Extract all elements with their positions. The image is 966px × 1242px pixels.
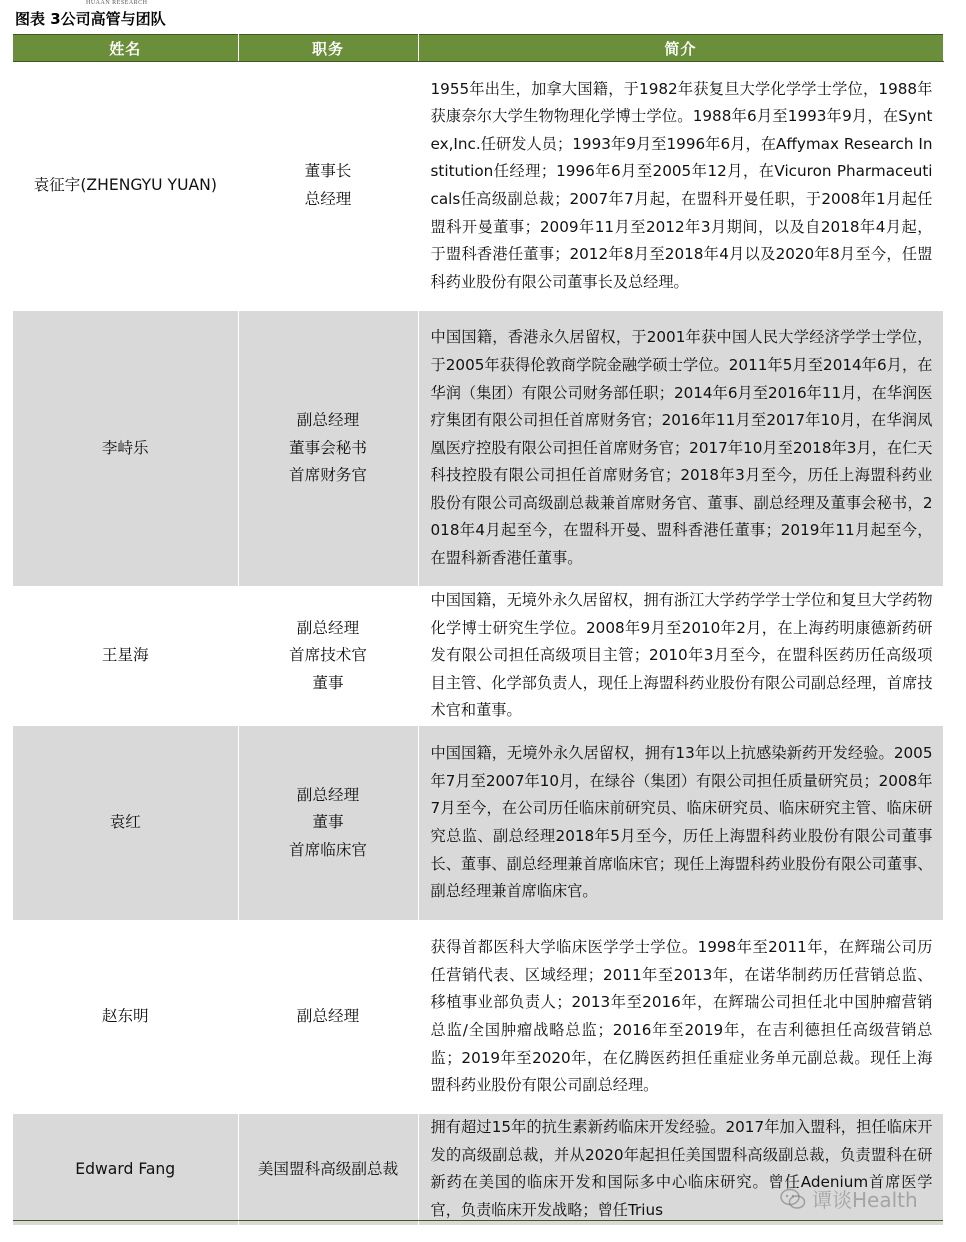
executive-table xyxy=(13,34,944,1226)
role-line: 董事会秘书 xyxy=(289,438,367,457)
cell-bio: 1955年出生，加拿大国籍，于1982年获复旦大学化学学士学位，1988年获康奈尔大学生物物理化学博士学位。1988年6月至1993年9月，在Syntex,Inc.任研发人员；1993年9月至1996年6月，在Affymax Research Institution任经理；1996年6月至2005年12月，在Vicuron Pharmaceuticals任高级副总裁；2007年7月起，在盟科开曼任职，于2008年1月起任盟科开曼董事；2009年11月至2012年3月期间，以及自2018年4月起，于盟科香港任董事；2012年8月至2018年4月以及2020年8月至今，任盟科药业股份有限公司董事长及总经理。 xyxy=(418,62,943,311)
watermark xyxy=(780,1184,918,1213)
table-body xyxy=(13,62,943,1226)
header-name: 姓名 xyxy=(13,35,238,62)
cell-role xyxy=(238,920,418,1113)
role-line: 首席技术官 xyxy=(289,646,367,665)
cell-role xyxy=(238,587,418,726)
table-row xyxy=(13,725,943,920)
cell-name: 王星海 xyxy=(13,587,238,726)
role-line: 总经理 xyxy=(304,190,352,208)
cell-role xyxy=(238,725,418,920)
header-role: 职务 xyxy=(238,35,418,62)
cell-role xyxy=(238,62,418,311)
role-line: 副总经理 xyxy=(296,1007,360,1026)
table-row xyxy=(13,587,943,726)
cell-name: Edward Fang xyxy=(13,1113,238,1225)
cell-role xyxy=(238,1113,418,1225)
table-row xyxy=(13,920,943,1113)
cell-bio: 中国国籍，香港永久居留权，于2001年获中国人民大学经济学学士学位，于2005年获得伦敦商学院金融学硕士学位。2011年5月至2014年6月，在华润（集团）有限公司财务部任职；2014年6月至2016年11月，在华润医疗集团有限公司担任首席财务官；2016年11月至2017年10月，在华润凤凰医疗控股有限公司担任首席财务官；2017年10月至2018年3月，在仁天科技控股有限公司担任首席财务官；2018年3月至今，历任上海盟科药业股份有限公司高级副总裁兼首席财务官、董事、副总经理及董事会秘书，2018年4月起至今，在盟科开曼、盟科香港任董事；2019年11月起至今，在盟科新香港任董事。 xyxy=(418,311,943,587)
role-line: 副总经理 xyxy=(296,618,360,637)
header-bio: 简介 xyxy=(418,35,943,62)
role-line: 副总经理 xyxy=(296,411,360,430)
role-line: 董事 xyxy=(312,673,344,692)
cell-name: 袁征宇(ZHENGYU YUAN) xyxy=(13,62,238,311)
cell-name: 李峙乐 xyxy=(13,311,238,587)
wechat-icon xyxy=(780,1188,806,1210)
table-row xyxy=(13,311,943,587)
figure-title: 图表 3公司高管与团队 xyxy=(15,10,166,28)
cell-bio: 中国国籍，无境外永久居留权，拥有浙江大学药学学士学位和复旦大学药物化学博士研究生学位。2008年9月至2010年2月，在上海药明康德新药研发有限公司担任高级项目主管；2010年3月至今，在盟科医药历任高级项目主管、化学部负责人，现任上海盟科药业股份有限公司副总经理，首席技术官和董事。 xyxy=(418,587,943,726)
role-line: 美国盟科高级副总裁 xyxy=(257,1159,399,1178)
table-bottom-border xyxy=(13,1220,943,1221)
cell-name: 袁红 xyxy=(13,725,238,920)
role-line: 董事 xyxy=(312,813,344,832)
cell-bio: 中国国籍，无境外永久居留权，拥有13年以上抗感染新药开发经验。2005年7月至2007年10月，在绿谷（集团）有限公司担任质量研究员；2008年7月至今，在公司历任临床前研究员、临床研究员、临床研究主管、临床研究总监、副总经理2018年5月至今，历任上海盟科药业股份有限公司董事长、董事、副总经理兼首席临床官；现任上海盟科药业股份有限公司董事、副总经理兼首席临床官。 xyxy=(418,725,943,920)
cell-role xyxy=(238,311,418,587)
role-line: 首席临床官 xyxy=(289,840,367,859)
logo-text: HUAAN RESEARCH xyxy=(86,0,148,6)
watermark-text: 谭谈Health xyxy=(812,1188,918,1212)
table-header-row xyxy=(13,35,943,62)
role-line: 董事长 xyxy=(304,162,352,181)
cell-bio: 拥有超过15年的抗生素新药临床开发经验。2017年加入盟科，担任临床开发的高级副总裁，并从2020年起担任美国盟科高级副总裁，负责盟科在研新药在美国的临床开发和国际多中心临床研究。曾任Adenium首席医学官，负责临床开发战略；曾任Trius xyxy=(418,1113,943,1225)
table-row xyxy=(13,62,943,311)
cell-name: 赵东明 xyxy=(13,920,238,1113)
cell-bio: 获得首都医科大学临床医学学士学位。1998年至2011年，在辉瑞公司历任营销代表、区域经理；2011年至2013年，在诺华制药历任营销总监、移植事业部负责人；2013年至2016年，在辉瑞公司担任北中国肿瘤营销总监/全国肿瘤战略总监；2016年至2019年，在吉利德担任高级营销总监；2019年至2020年，在亿腾医药担任重症业务单元副总裁。现任上海盟科药业股份有限公司副总经理。 xyxy=(418,920,943,1113)
role-line: 首席财务官 xyxy=(289,466,367,485)
role-line: 副总经理 xyxy=(296,785,360,804)
